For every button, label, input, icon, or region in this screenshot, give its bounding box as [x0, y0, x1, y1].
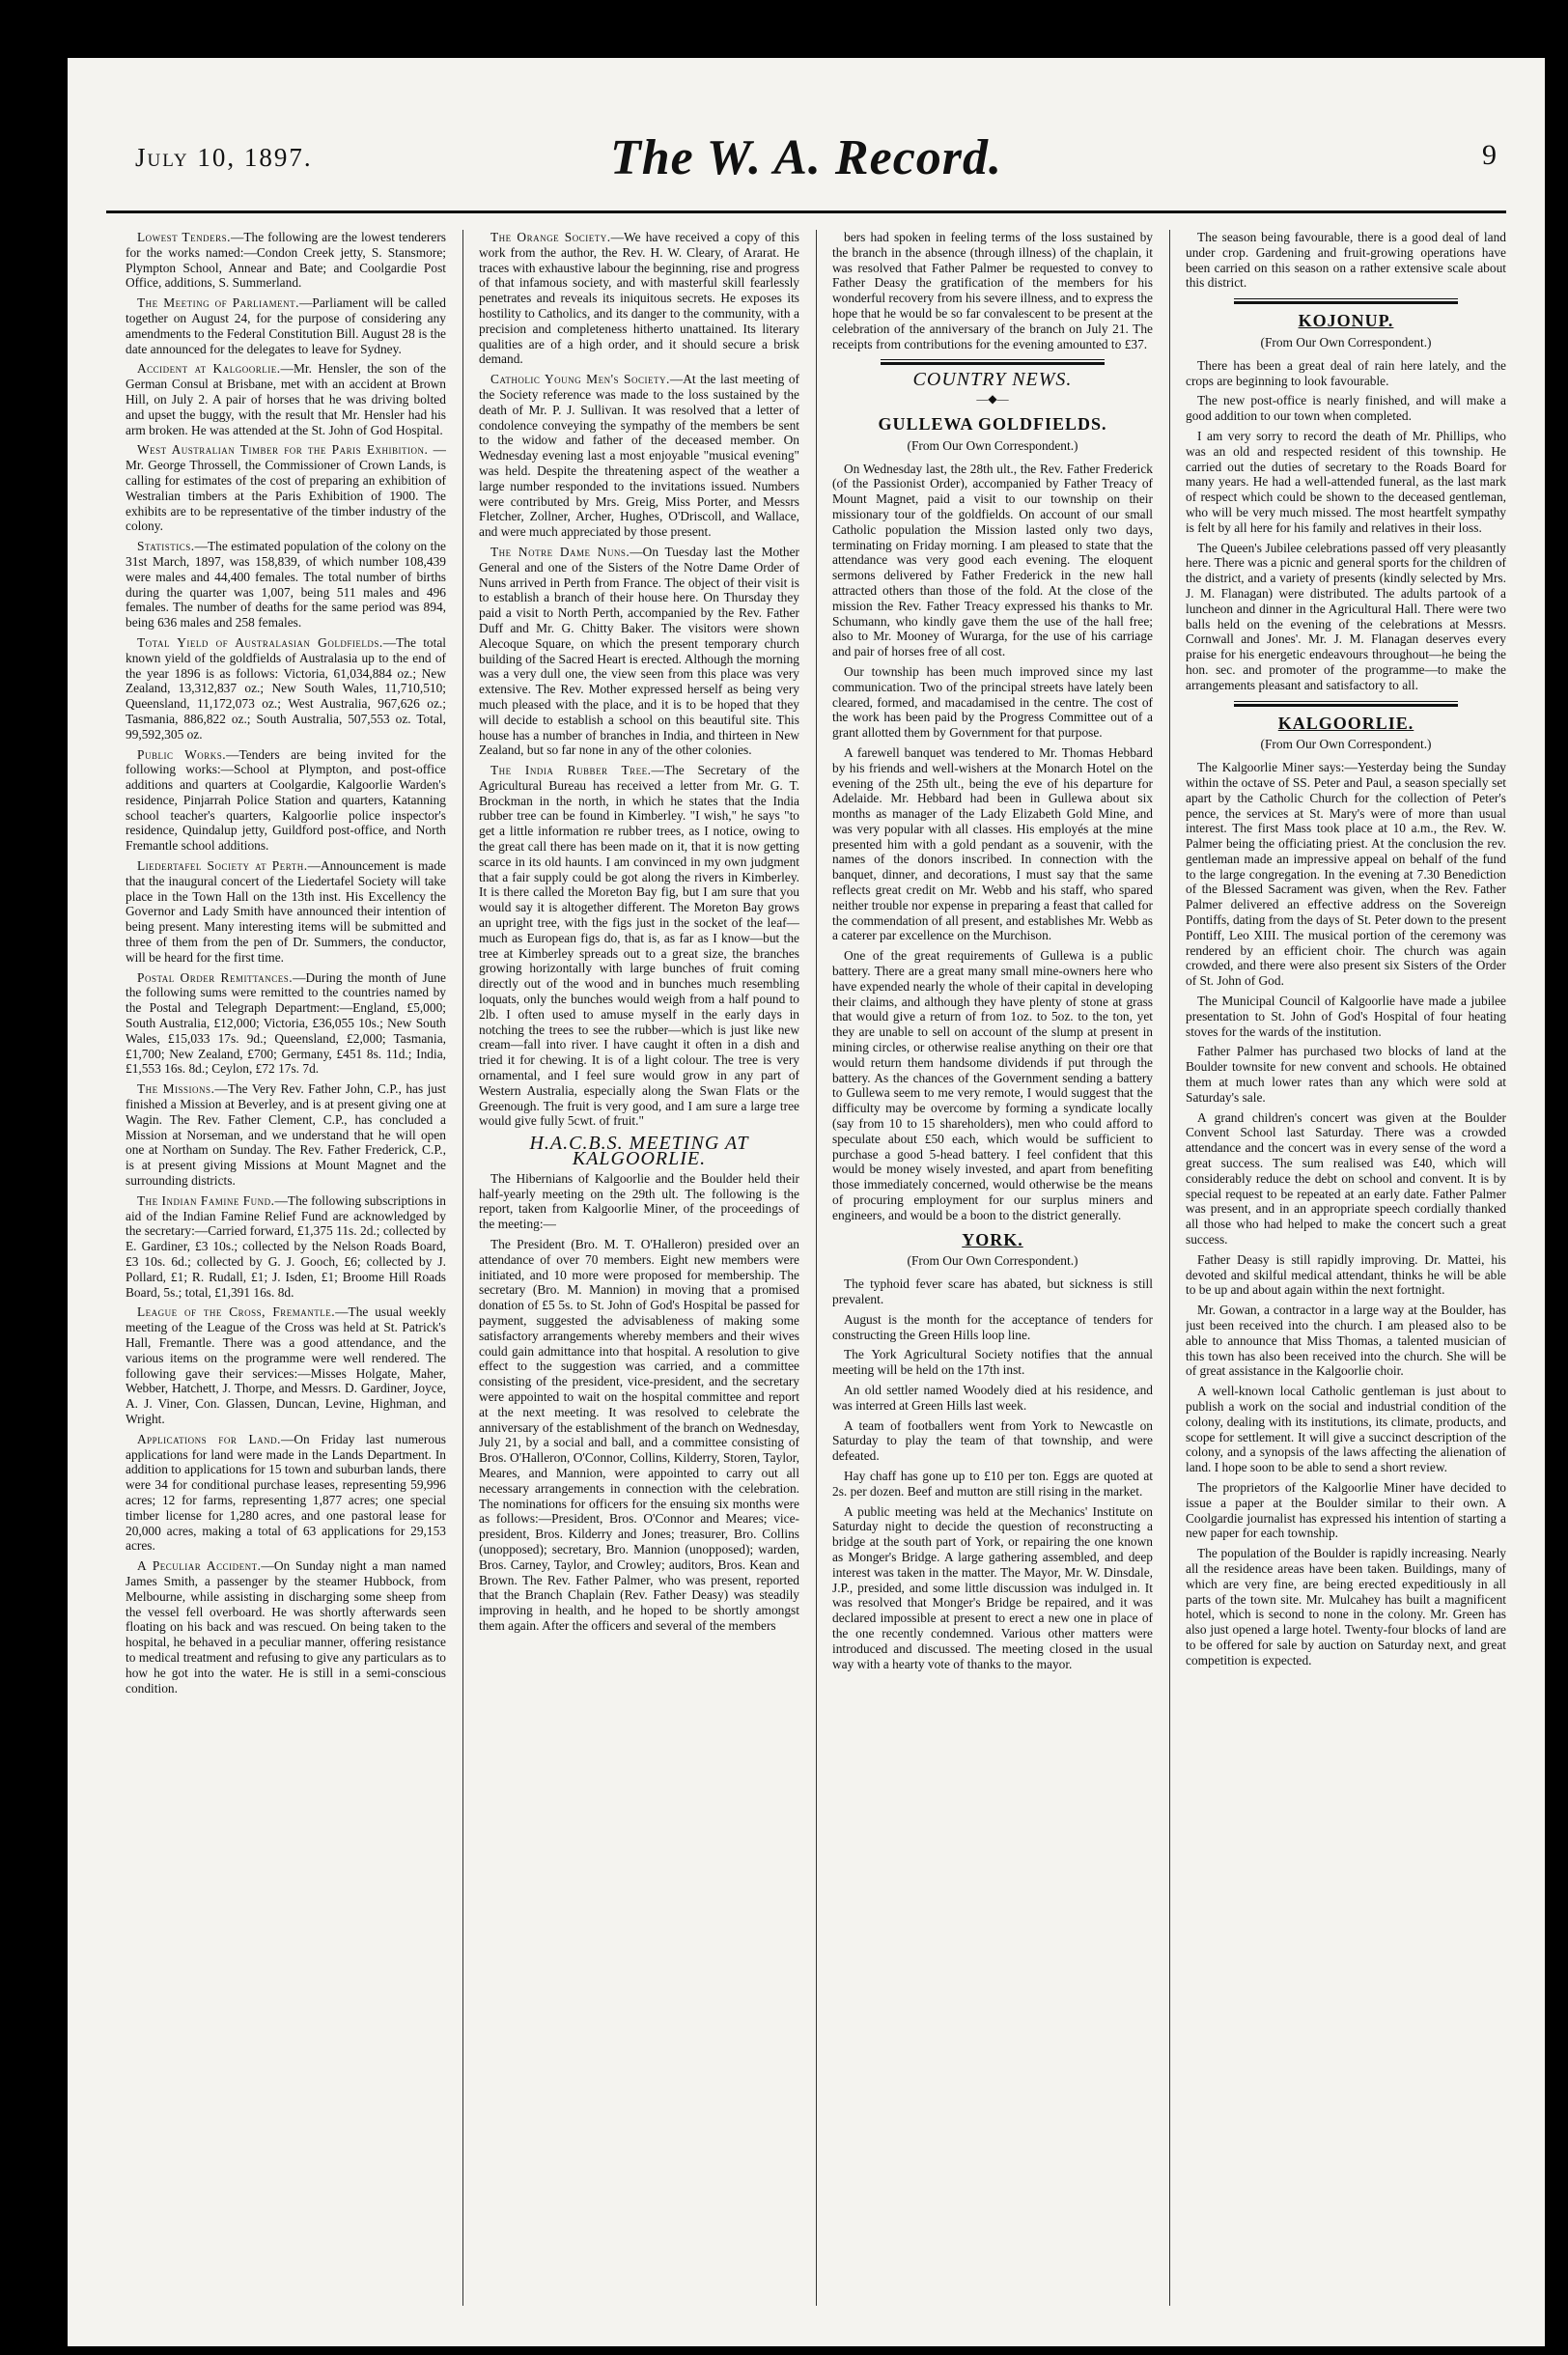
- paragraph-text: Our township has been much improved since my last communication. Two of the principal streets have lately been cleared, formed, and macadamised in the centre. The cost of the work has been paid by the Progress Committee out of a grant allotted them by Government for that purpose.: [832, 663, 1153, 741]
- paragraph-text: The season being favourable, there is a good deal of land under crop. Gardening and fruit-growing operations have been carried on this season on a rather extensive scale about this district.: [1186, 230, 1506, 291]
- paragraph: [832, 1418, 1153, 1464]
- paragraph: [832, 1276, 1153, 1307]
- paragraph: [832, 1312, 1153, 1343]
- paragraph-text: The York Agricultural Society notifies that the annual meeting will be held on the 17th inst.: [832, 1347, 1153, 1378]
- paragraph-text: —The usual weekly meeting of the League of the Cross was held at St. Patrick's Hall, Fremantle. There was a good attendance, and the various items on the programme were well rendered. The following gave their services:—Misses Holgate, Maher, Webber, Hatchett, J. Thorpe, and Messrs. D. Gardiner, Joyce, A. J. Viner, Con. Glassen, Duncan, Levine, Highman, and Wright.: [126, 1304, 446, 1426]
- paragraph-text: —During the month of June the following sums were remitted to the countries named by the Postal and Telegraph Department:—England, £5,000; South Australia, £12,000; Victoria, £36,055 10s.; New South Wales, £15,033 17s. 9d.; Queensland, £2,000; Tasmania, £1,700; New Zealand, £700; Germany, £451 8s. 11d.; India, £1,553 16s. 8d.; Ceylon, £72 17s. 7d.: [126, 969, 446, 1077]
- article-heading: KALGOORLIE.: [1277, 713, 1414, 733]
- paragraph-text: The President (Bro. M. T. O'Halleron) presided over an attendance of over 70 members. Eight new members were initiated, and 10 more were proposed for membership. The secretary (Bro. M. Mannion) in moving that a promised donation of £5 5s. to St. John of God's Hospital be passed for payment, suggested the advisableness of making some satisfactory arrangements whereby members and their wives could gain admittance into that hospital. A resolution to give effect to the suggestion was carried, and a committee consisting of the president, vice-president, and the secretary were appointed to wait on the hospital committee and report at the next meeting. It was resolved to celebrate the anniversary of the establishment of the branch on Wednesday, July 21, by a social and ball, and a committee consisting of Bros. O'Halleron, O'Connor, Collins, Kilderry, Storen, Taylor, Meares, and Mannion, were appointed to carry out all necessary arrangements in connection with the celebration. The nominations for officers for the ensuing six months were as follows:—President, Bros. O'Connor and Meares; vice-president, Bros. Kilderry and Jones; treasurer, Bro. Collins (unopposed); secretary, Bro. Mannion (unopposed); warden, Bros. Carney, Taylor, and Crowley; auditors, Bros. Kean and Brown. The Rev. Father Palmer, who was present, reported that the Branch Chaplain (Rev. Father Deasy) was steadily improving in health, and he hoped to be shortly amongst them again. After the officers and several of the members: [479, 1237, 799, 1633]
- paragraph: [479, 1237, 799, 1634]
- paragraph: [479, 1171, 799, 1232]
- paragraph-text: A grand children's concert was given at the Boulder Convent School last Saturday. There was a crowded attendance and the concert was in every sense of the word a great success. The sum realised was £40, which will considerably reduce the debt on school and convent. It is by special request to be repeated at an early date. Father Palmer was present, and in an appropriate speech cordially thanked all those who had helped to make the concert such a great success.: [1186, 1109, 1506, 1248]
- paragraph: [126, 1558, 446, 1696]
- paragraph-lead: A Peculiar Accident.: [137, 1558, 262, 1574]
- column-rule: [462, 230, 463, 2306]
- paragraph-lead: Liedertafel Society at Perth.: [137, 858, 308, 874]
- paragraph-text: On Wednesday last, the 28th ult., the Rev. Father Frederick (of the Passionist Order), accompanied by Father Treacy of Mount Magnet, paid a visit to our township on their missionary tour of the goldfields. On account of our small Catholic population the Mission lasted only two days, terminating on Friday morning. I am pleased to state that the attendance was very good each evening. The eloquent sermons delivered by Father Frederick in the new hall attracted others than those of the fold. At the close of the mission the Rev. Father Treacy expressed his thanks to Mr. Schumann, who kindly gave them the use of the hall free; also to Mr. Mooney of Wurarga, for the use of his carriage and pair of horses free of all cost.: [832, 461, 1153, 659]
- paragraph-text: The Municipal Council of Kalgoorlie have made a jubilee presentation to St. John of God's Hospital of four heating stoves for the wards of the institution.: [1186, 994, 1506, 1039]
- correspondent-credit: (From Our Own Correspondent.): [907, 437, 1078, 453]
- article-heading: GULLEWA GOLDFIELDS.: [878, 413, 1107, 434]
- paragraph-text: —Parliament will be called together on August 24, for the purpose of considering any amendments to the Federal Constitution Bill. August 28 is the date announced for the delegates to leave for Sydney.: [126, 295, 446, 356]
- newspaper-title: The W. A. Record.: [609, 130, 1003, 185]
- paragraph: [1186, 541, 1506, 693]
- paragraph: [479, 372, 799, 540]
- paragraph-lead: West Australian Timber for the Paris Exhibition.: [137, 442, 429, 458]
- paragraph-text: —The following subscriptions in aid of the Indian Famine Relief Fund are acknowledged by the secretary:—Carried forward, £1,375 11s. 2d.; collected by E. Gardiner, £3 10s.; collected by the Nelson Roads Board, £3 10s. 6d.; collected by G. J. Gooch, £6; collected by J. Pollard, £1; R. Rudall, £1; J. Isden, £1; Broome Hill Roads Board, 5s.; total, £1,391 16s. 8d.: [126, 1192, 446, 1300]
- paragraph-text: The population of the Boulder is rapidly increasing. Nearly all the residence areas have been taken. Buildings, many of which are very fine, are being erected expeditiously in all parts of the town site. Mr. Mulcahey has built a magnificent hotel, which is second to none in the colony. Mr. Green has also just opened a large hotel. Twenty-four blocks of land are to be offered for sale by auction on Saturday next, and great competition is expected.: [1186, 1546, 1506, 1668]
- paragraph: [1186, 358, 1506, 389]
- paragraph: [1186, 1480, 1506, 1541]
- paragraph: [832, 948, 1153, 1222]
- paragraph-lead: Catholic Young Men's Society.: [490, 372, 670, 387]
- paragraph-text: A farewell banquet was tendered to Mr. Thomas Hebbard by his friends and well-wishers at the Monarch Hotel on the evening of the 25th ult., being the eve of his departure for Adelaide. Mr. Hebbard had been in Gullewa about six months as manager of the Lady Elizabeth Gold Mine, and was very popular with all classes. His employés at the mine presented him with a gold pendant as a souvenir, with the names of the donors inscribed. In connection with the banquet, dinner, and decorations, I must say that the same reflects great credit on Mr. Webb and his staff, who spared neither trouble nor expense in preparing a feast that called for the commendation of all present, and establishes Mr. Webb as a caterer par excellence on the Murchison.: [832, 744, 1153, 943]
- paragraph-text: The Kalgoorlie Miner says:—Yesterday being the Sunday within the octave of SS. Peter and Paul, a season specially set apart by the Catholic Church for the collection of Peter's pence, the services at St. Mary's were of more than usual interest. The first Mass took place at 10 a.m., the Rev. W. Palmer being the officiating priest. At the conclusion the rev. gentleman made an impressive appeal on behalf of the fund to the large congregation. In the evening at 7.30 Benediction of the Blessed Sacrament was given, when the Rev. Father Palmer delivered an effective address on the Sovereign Pontiffs, dating from the days of St. Peter down to the present Pontiff, Leo XIII. The musical portion of the ceremony was rendered by an efficient choir. The church was again crowded, and there were also present six Sisters of the Order of St. John of God.: [1186, 760, 1506, 989]
- paragraph: [126, 1193, 446, 1301]
- paragraph: [1186, 994, 1506, 1039]
- correspondent-credit: (From Our Own Correspondent.): [1260, 334, 1432, 350]
- paragraph-text: —Announcement is made that the inaugural concert of the Liedertafel Society will take place in the Town Hall on the 13th inst. His Excellency the Governor and Lady Smith have announced their intention of being present. Many interesting items will be submitted and three of them from the pen of Dr. Summers, the conductor, will be heard for the first time.: [126, 858, 446, 965]
- paragraph-text: —Mr. Hensler, the son of the German Consul at Brisbane, met with an accident at Brown Hill, on July 2. A pair of horses that he was driving bolted and upset the buggy, with the result that Mr. Hensler had his arm broken. He was attended at the St. John of God Hospital.: [126, 361, 446, 437]
- paragraph: [126, 970, 446, 1078]
- paragraph-lead: Public Works.: [137, 746, 227, 762]
- paragraph-text: Hay chaff has gone up to £10 per ton. Eggs are quoted at 2s. per dozen. Beef and mutton are still rising in the market.: [832, 1468, 1153, 1499]
- paragraph-lead: Lowest Tenders.: [137, 230, 231, 244]
- paragraph: [126, 1081, 446, 1189]
- paragraph: [126, 230, 446, 291]
- paragraph-lead: The Indian Famine Fund.: [137, 1192, 275, 1208]
- paragraph: [126, 361, 446, 437]
- paragraph-text: —Tenders are being invited for the following works:—School at Plympton, and post-office additions and quarters at Coolgardie, Kalgoorlie Warden's residence, Pinjarrah Police Station and quarters, Katanning school teacher's quarters, Kalgoorlie police inspector's residence, Quindalup jetty, Guildford post-office, and North Fremantle school additions.: [126, 746, 446, 854]
- paragraph-text: —The Very Rev. Father John, C.P., has just finished a Mission at Beverley, and is at present giving one at Wagin. The Rev. Father Clement, C.P., has concluded a Mission at Norseman, and we understand that he will open one at Northam on Sunday. The Rev. Father Frederick, C.P., is at present giving Missions at Mount Magnet and the surrounding districts.: [126, 1081, 446, 1189]
- column-2: [479, 230, 799, 2306]
- paragraph-lead: Accident at Kalgoorlie.: [137, 361, 281, 377]
- paragraph-lead: The Meeting of Parliament.: [137, 295, 300, 311]
- paragraph: [832, 1383, 1153, 1414]
- paragraph-lead: Total Yield of Australasian Goldfields.: [137, 634, 383, 650]
- paragraph: [479, 763, 799, 1129]
- paragraph-lead: Statistics.: [137, 539, 195, 554]
- header-rule: [106, 210, 1506, 213]
- paragraph-lead: The Notre Dame Nuns.: [490, 544, 630, 559]
- correspondent-credit: (From Our Own Correspondent.): [907, 1253, 1078, 1269]
- paragraph-text: A public meeting was held at the Mechanics' Institute on Saturday night to decide the question of reconstructing a bridge at the south part of York, or repairing the one known as Monger's Bridge. A large gathering assembled, and deep interest was taken in the matter. The Mayor, Mr. W. Dinsdale, J.P., presided, and some little discussion was indulged in. It was resolved that Monger's Bridge be repaired, and it was declared impossible at present to erect a new one in place of the one recently condemned. Various other matters were introduced and discussed. The meeting closed in the usual way with a hearty vote of thanks to the mayor.: [832, 1503, 1153, 1671]
- paragraph: [126, 442, 446, 534]
- column-3: [832, 230, 1153, 2306]
- paragraph-text: An old settler named Woodely died at his residence, and was interred at Green Hills last week.: [832, 1382, 1153, 1413]
- paragraph: [1186, 1252, 1506, 1298]
- paragraph: [126, 635, 446, 743]
- paragraph-text: bers had spoken in feeling terms of the loss sustained by the branch in the absence (through illness) of the chaplain, it was resolved that Father Palmer be requested to convey to Father Deasy the gratification of the members for his wonderful recovery from his severe illness, and to express the hope that he would be so far convalescent to be present at the celebration of the anniversary of the branch on July 21. The receipts from contributions for the evening amounted to £37.: [832, 230, 1153, 351]
- issue-date: July 10, 1897.: [135, 143, 313, 172]
- paragraph-text: —We have received a copy of this work from the author, the Rev. H. W. Cleary, of Ararat. He traces with exhaustive labour the beginning, rise and progress of that infamous society, and with masterful skill fearlessly penetrates and reveals its iniquitous secrets. He exposes its hostility to Catholics, and its danger to the community, with a precision and completeness hitherto unattained. Its literary qualities are of a high order, and it should secure a brisk demand.: [479, 230, 799, 367]
- paragraph-text: — Mr. George Throssell, the Commissioner of Crown Lands, is calling for estimates of the cost of preparing an exhibition of Westralian timbers at the Paris Exhibition of 1900. The exhibits are to be representative of the timber industry of the colony.: [126, 442, 446, 534]
- article-heading: YORK.: [962, 1229, 1023, 1249]
- paragraph-text: —The total known yield of the goldfields of Australasia up to the end of the year 1896 is as follows: Victoria, 61,034,884 oz.; New Zealand, 13,312,837 oz.; New South Wales, 11,710,510; Queensland, 11,172,073 oz.; West Australia, 967,626 oz.; Tasmania, 886,822 oz.; South Australia, 507,553 oz. Total, 99,592,305 oz.: [126, 634, 446, 742]
- column-4: [1186, 230, 1506, 2306]
- paragraph: [479, 545, 799, 758]
- paragraph: [126, 747, 446, 855]
- paragraph-text: —On Tuesday last the Mother General and one of the Sisters of the Notre Dame Order of Nuns arrived in Perth from France. The object of their visit is to establish a branch of their house here. On Thursday they paid a visit to North Perth, accompanied by the Rev. Father Duff and Mr. G. Chitty Baker. The visitors were shown Alecoque Square, on which the present temporary church building of the Sacred Heart is erected. Although the morning was a very dull one, the view seen from this place was very extensive. The Rev. Mother expressed herself as being very much pleased with the place, and it is to be hoped that they will decide to establish a school on this beautiful site. This house has a number of branches in India, and thirteen in New Zealand, but so far none in any of the other colonies.: [479, 544, 799, 758]
- paragraph-lead: League of the Cross, Fremantle.: [137, 1304, 336, 1320]
- article-heading: H.A.C.B.S. MEETING AT KALGOORLIE.: [529, 1133, 749, 1170]
- column-rule: [1169, 230, 1170, 2306]
- paragraph: [1186, 230, 1506, 291]
- newspaper-page: [68, 58, 1545, 2346]
- paragraph: [832, 462, 1153, 659]
- paragraph: [1186, 1384, 1506, 1475]
- paragraph-text: The new post-office is nearly finished, and will make a good addition to our town when completed.: [1186, 393, 1506, 424]
- paragraph-lead: The India Rubber Tree.: [490, 763, 652, 778]
- paragraph-text: Father Deasy is still rapidly improving. Dr. Mattei, his devoted and skilful medical attendant, thinks he will be able to be up and about again within the next fortnight.: [1186, 1251, 1506, 1298]
- paragraph-text: August is the month for the acceptance of tenders for constructing the Green Hills loop line.: [832, 1311, 1153, 1342]
- paragraph-text: Mr. Gowan, a contractor in a large way at the Boulder, has just been received into the church. I am pleased also to be able to announce that Miss Thomas, a talented musician of this town has also been received into the church. She will be of great assistance in the Kalgoorlie choir.: [1186, 1303, 1506, 1379]
- paragraph-text: —The estimated population of the colony on the 31st March, 1897, was 158,839, of which number 108,439 were males and 44,400 females. The total number of births during the quarter was 1,007, being 511 males and 496 females. The number of deaths for the same period was 894, being 636 males and 258 females.: [126, 539, 446, 631]
- paragraph: [832, 1469, 1153, 1500]
- paragraph-lead: Postal Order Remittances.: [137, 969, 294, 985]
- article-heading: KOJONUP.: [1298, 311, 1394, 331]
- paragraph: [126, 1432, 446, 1554]
- paragraph-text: —The following are the lowest tenderers for the works named:—Condon Creek jetty, S. Stansmore; Plympton School, Annear and Bate; and Coolgardie Post Office, additions, S. Summerland.: [126, 230, 446, 291]
- paragraph: [126, 858, 446, 966]
- paragraph: [832, 664, 1153, 741]
- paragraph: [1186, 1303, 1506, 1379]
- paragraph-text: A well-known local Catholic gentleman is just about to publish a work on the social and industrial condition of the colony, dealing with its institutions, its climate, products, and scope for settlement. It will give a succinct description of the colony, and a synopsis of the laws affecting the alienation of land. I hope soon to be able to send a short review.: [1186, 1384, 1506, 1475]
- paragraph-text: The proprietors of the Kalgoorlie Miner have decided to issue a paper at the Boulder similar to their own. A Coolgardie journalist has expressed his intention of starting a new paper for each township.: [1186, 1479, 1506, 1541]
- section-heading: COUNTRY NEWS.: [912, 369, 1073, 391]
- paragraph-text: —At the last meeting of the Society reference was made to the loss sustained by the death of Mr. P. J. Sullivan. It was resolved that a letter of condolence conveying the sympathy of the members be sent to the widow and father of the deceased member. On Wednesday evening last a most enjoyable "musical evening" was held. Despite the threatening aspect of the weather a large number responded to the invitations issued. Numbers were contributed by Mrs. Greig, Miss Porter, and Messrs Fletcher, Zollner, Archer, Hughes, O'Driscoll, and Wallace, and were much appreciated by those present.: [479, 372, 799, 540]
- paragraph-lead: The Orange Society.: [490, 230, 611, 244]
- paragraph-text: The Queen's Jubilee celebrations passed off very pleasantly here. There was a picnic and general sports for the children of the district, and a variety of presents (kindly selected by Mrs. J. M. Flanagan) were distributed. The adults partook of a luncheon and dinner in the Agricultural Hall. There were two balls held on the evening of the celebrations at Messrs. Cornwall and Jones'. Mr. J. M. Flanagan deserves every praise for his energetic endeavours throughout—he being the hon. sec. and promoter of the programme—to make the arrangements pleasant and satisfactory to all.: [1186, 540, 1506, 692]
- paragraph: [1186, 1044, 1506, 1105]
- paragraph-lead: Applications for Land.: [137, 1431, 281, 1446]
- page-number: 9: [1482, 139, 1497, 171]
- column-rule: [816, 230, 817, 2306]
- paragraph: [1186, 760, 1506, 989]
- paragraph-text: The typhoid fever scare has abated, but sickness is still prevalent.: [832, 1276, 1153, 1306]
- correspondent-credit: (From Our Own Correspondent.): [1260, 737, 1432, 752]
- paragraph: [126, 1304, 446, 1426]
- paragraph-lead: The Missions.: [137, 1081, 215, 1097]
- section-divider: [1234, 701, 1458, 707]
- paragraph-text: A team of footballers went from York to Newcastle on Saturday to play the team of that township, and were defeated.: [832, 1417, 1153, 1464]
- column-1: [126, 230, 446, 2306]
- paragraph-text: —On Friday last numerous applications for land were made in the Lands Department. In addition to applications for 15 town and suburban lands, there were 34 for conditional purchase leases, representing 59,996 acres; 12 for farms, representing 1,877 acres; one special timber license for 1,280 acres, and one pastoral lease for 20,000 acres, making a total of 63 applications for 29,153 acres.: [126, 1431, 446, 1554]
- paragraph-text: One of the great requirements of Gullewa is a public battery. There are a great many small mine-owners here who have expended nearly the whole of their capital in developing their claims, and although they have plenty of stone at grass that would give a return of from 1oz. to 5oz. to the ton, yet they are unable to sell on account of the slump at present in mining circles, or otherwise realise anything on their ore that would return them handsome dividends if put through the battery. As the chances of the Government sending a battery to Gullewa seem to me very remote, I would suggest that the difficulty may be overcome by forming a syndicate locally (say from 10 to 15 shareholders), men who could afford to speculate about £50 each, which would be sufficient to purchase a good 5-head battery. I feel confident that this would be money wisely invested, and apart from benefiting those immediately concerned, would otherwise be the means of procuring employment for our surplus miners and engineers, and would be a boon to the district generally.: [832, 948, 1153, 1222]
- paragraph-text: —The Secretary of the Agricultural Bureau has received a letter from Mr. G. T. Brockman in the north, in which he states that the India rubber tree can be found in Kimberley. "I wish," he says "to get a little information re rubber trees, as I notice, owing to the great call there has been made on it, that it is now getting scarce in its old haunts. I am convinced in my own judgment that a fair supply could be got along the rivers in Kimberley. It is there called the Moreton Bay fig, but I am sure that you would say it is altogether different. The Moreton Bay grows an upright tree, with the figs just in the socket of the leaf—much as European figs do, that is, as far as I know—but the tree at Kimberley spreads out to a great size, the branches growing horizontally with large bunches of fruit coming directly out of the wood and in bunches much resembling loquats, only the bunches would weigh from a half pound to 2lb. I often used to amuse myself in the early days in notching the trees to see the rubber—which is just like new cream—fall into river. I have caught it often in a dish and tried it for chewing. It is of a light colour. The tree is very ornamental, and I feel sure would grow in any part of Western Australia, especially along the Swan Flats or the Greenough. The fruit is very good, and I am sure a large tree would give fully 5cwt. of fruit.": [479, 763, 799, 1129]
- paragraph-text: I am very sorry to record the death of Mr. Phillips, who was an old and respected resident of this township. He carried out the duties of secretary to the Roads Board for many years. He had a well-attended funeral, as the last mark of respect which could be shown to the deceased gentleman, who will be very much missed. The most heartfelt sympathy is felt by all here for his family and relatives in their loss.: [1186, 428, 1506, 535]
- paragraph: [832, 745, 1153, 943]
- paragraph: [832, 1347, 1153, 1378]
- paragraph: [832, 230, 1153, 351]
- masthead: [106, 126, 1506, 193]
- paragraph: [479, 230, 799, 367]
- paragraph-text: The Hibernians of Kalgoorlie and the Boulder held their half-yearly meeting on the 29th ult. The following is the report, taken from Kalgoorlie Miner, of the proceedings of the meeting:—: [479, 1170, 799, 1232]
- paragraph-text: There has been a great deal of rain here lately, and the crops are beginning to look favourable.: [1186, 357, 1506, 388]
- paragraph: [1186, 1110, 1506, 1248]
- ornament: —◆—: [976, 392, 1009, 407]
- paragraph: [126, 539, 446, 631]
- paragraph-text: Father Palmer has purchased two blocks of land at the Boulder townsite for new convent and schools. He obtained them at much lower rates than any which were sold at Saturday's sale.: [1186, 1044, 1506, 1105]
- paragraph: [126, 295, 446, 356]
- paragraph: [1186, 1546, 1506, 1668]
- paragraph: [1186, 429, 1506, 536]
- paragraph-text: —On Sunday night a man named James Smith, a passenger by the steamer Hubbock, from Melbourne, while assisting in discharging some sheep from the vessel fell overboard. He was shortly afterwards seen floating on his back and was rescued. On being taken to the hospital, he behaved in a peculiar manner, offering resistance to medical treatment and refusing to give any particulars as to how he got into the water. He is still in a semi-conscious condition.: [126, 1558, 446, 1696]
- section-divider: [1234, 298, 1458, 304]
- paragraph: [832, 1504, 1153, 1672]
- columns: [126, 230, 1506, 2306]
- section-divider: [881, 359, 1105, 365]
- paragraph: [1186, 393, 1506, 424]
